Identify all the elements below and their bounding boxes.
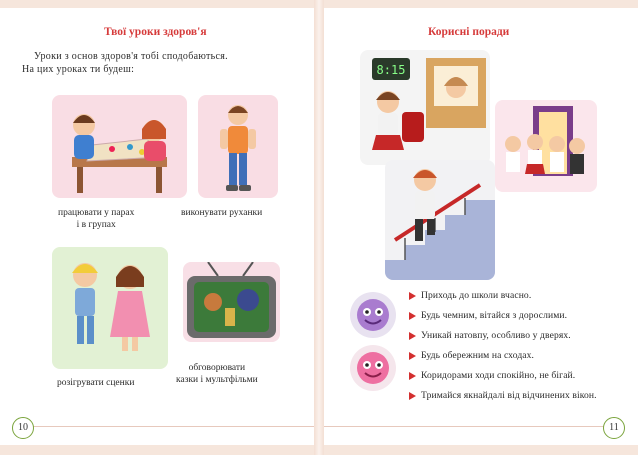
left-page-title: Твої уроки здоров'я	[104, 26, 207, 38]
tip-item	[409, 330, 609, 342]
caption-cartoons	[176, 362, 258, 386]
tip-item	[409, 310, 609, 322]
triangle-bullet-icon	[409, 312, 416, 320]
caption-cartoons-line-1: обговорювати	[188, 363, 246, 373]
triangle-bullet-icon	[409, 372, 416, 380]
tip-item	[409, 390, 609, 402]
left-page-number: 10	[12, 417, 34, 439]
school-arrival-illustration	[360, 50, 490, 165]
stairs-illustration	[385, 160, 495, 280]
purple-mascot-icon	[350, 292, 396, 338]
right-bottom-rule	[324, 426, 604, 427]
clock-readout: 8:15	[376, 63, 406, 77]
caption-pair-work-line-1: працювати у парах	[58, 208, 135, 218]
tip-text: Приходь до школи вчасно.	[421, 290, 532, 301]
tip-text: Будь обережним на сходах.	[421, 350, 535, 361]
intro-line-2: На цих уроках ти будеш:	[22, 64, 135, 75]
caption-pair-work-line-2: і в групах	[76, 220, 116, 230]
exercise-illustration	[198, 95, 278, 198]
caption-cartoons-line-2: казки і мультфільми	[176, 375, 258, 385]
tip-text: Тримайся якнайдалі від відчинених вікон.	[421, 390, 597, 401]
caption-skit: розігрувати сценки	[57, 378, 135, 388]
caption-pair-work	[58, 207, 134, 231]
doorway-illustration	[495, 100, 597, 192]
tip-text: Коридорами ходи спокійно, не бігай.	[421, 370, 576, 381]
triangle-bullet-icon	[409, 292, 416, 300]
pink-mascot-icon	[350, 345, 396, 391]
tip-item	[409, 350, 609, 362]
pair-work-illustration	[52, 95, 187, 198]
left-page-intro	[22, 50, 292, 76]
right-page-title: Корисні поради	[428, 26, 510, 38]
tv-illustration	[183, 262, 280, 342]
tip-text: Будь чемним, вітайся з дорослими.	[421, 310, 568, 321]
book-gutter	[314, 0, 324, 455]
triangle-bullet-icon	[409, 332, 416, 340]
skit-illustration	[52, 247, 168, 369]
triangle-bullet-icon	[409, 392, 416, 400]
tip-item	[409, 290, 609, 302]
tips-list	[409, 290, 609, 410]
caption-exercise: виконувати руханки	[181, 208, 263, 218]
tip-item	[409, 370, 609, 382]
right-page-number: 11	[603, 417, 625, 439]
triangle-bullet-icon	[409, 352, 416, 360]
tip-text: Уникай натовпу, особливо у дверях.	[421, 330, 571, 341]
intro-line-1: Уроки з основ здоров'я тобі сподобаються.	[34, 51, 228, 62]
left-bottom-rule	[30, 426, 314, 427]
